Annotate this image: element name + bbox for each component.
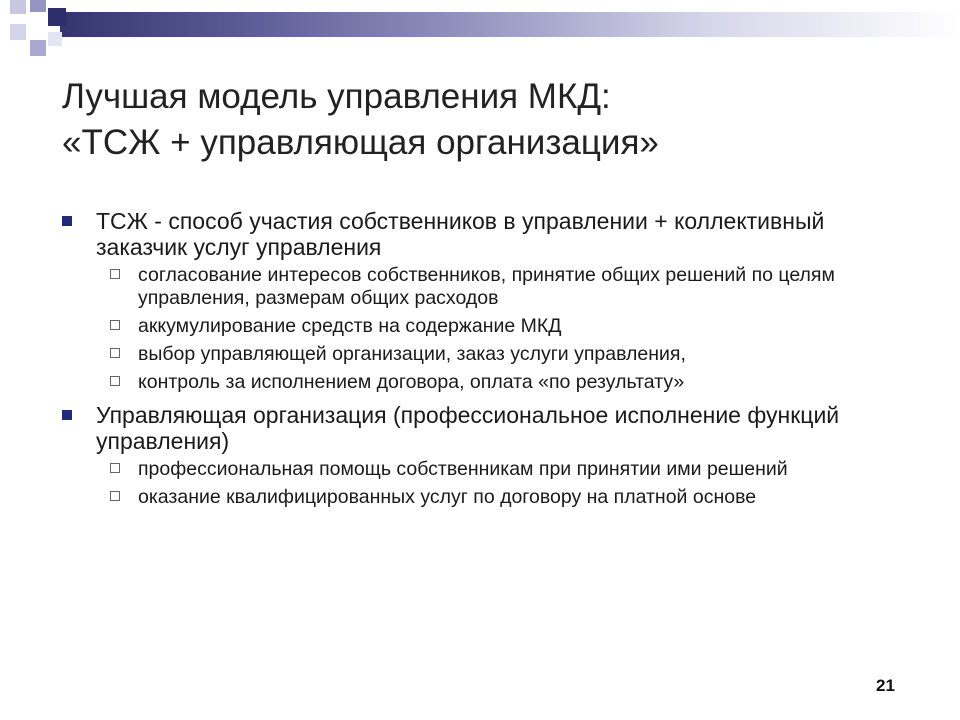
list-item-text: Управляющая организация (профессиональное исполнение функций управления) bbox=[96, 402, 840, 454]
hollow-square-bullet-icon bbox=[110, 348, 120, 358]
list-item-text: ТСЖ - способ участия собственников в управлении + коллективный заказчик услуг управления bbox=[96, 208, 825, 260]
list-item bbox=[0, 402, 896, 454]
decor-square bbox=[10, 0, 26, 14]
decor-square bbox=[30, 0, 46, 12]
decor-square bbox=[10, 24, 26, 40]
sub-list-item bbox=[0, 458, 918, 481]
header-decoration bbox=[0, 0, 960, 60]
sub-list-item bbox=[0, 486, 918, 509]
hollow-square-bullet-icon bbox=[110, 269, 120, 279]
sub-list-item-text: профессиональная помощь собственникам при принятии ими решений bbox=[138, 458, 788, 480]
sub-list-item-text: контроль за исполнением договора, оплата «по результату» bbox=[138, 371, 685, 393]
hollow-square-bullet-icon bbox=[110, 463, 120, 473]
hollow-square-bullet-icon bbox=[110, 376, 120, 386]
page-number: 21 bbox=[876, 676, 895, 695]
sub-list-item-text: оказание квалифицированных услуг по договору на платной основе bbox=[138, 486, 757, 508]
sub-list-item-text: согласование интересов собственников, принятие общих решений по целям управления, размерам общих расходов bbox=[138, 264, 835, 309]
decor-square bbox=[48, 8, 66, 26]
sub-list-item bbox=[0, 264, 918, 310]
slide-title-line-1: Лучшая модель управления МКД: bbox=[62, 77, 611, 116]
list-item bbox=[0, 208, 896, 260]
sub-list-item bbox=[0, 371, 918, 394]
header-gradient-bar bbox=[60, 12, 960, 37]
hollow-square-bullet-icon bbox=[110, 491, 120, 501]
sub-list-item-text: выбор управляющей организации, заказ услуги управления, bbox=[138, 343, 686, 365]
slide-title-line-2: «ТСЖ + управляющая организация» bbox=[62, 123, 659, 162]
slide-title bbox=[62, 74, 922, 166]
hollow-square-bullet-icon bbox=[110, 320, 120, 330]
slide-content bbox=[0, 208, 960, 509]
square-bullet-icon bbox=[62, 216, 72, 226]
square-bullet-icon bbox=[62, 410, 72, 420]
decor-square bbox=[30, 40, 46, 56]
decor-square bbox=[48, 32, 62, 46]
sub-list-item bbox=[0, 315, 918, 338]
sub-list-item bbox=[0, 343, 918, 366]
sub-list-item-text: аккумулирование средств на содержание МКД bbox=[138, 315, 562, 337]
